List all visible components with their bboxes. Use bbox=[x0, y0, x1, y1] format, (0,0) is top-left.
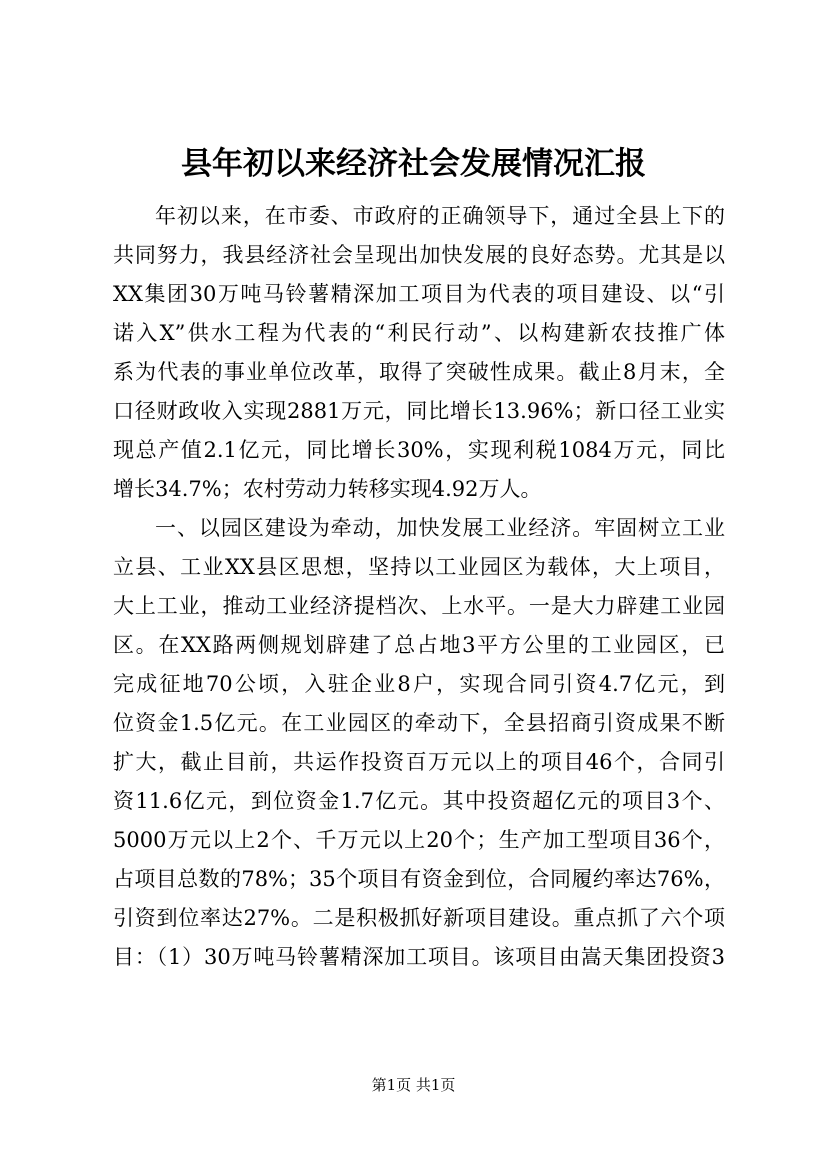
paragraph-line: 年初以来，在市委、市政府的正确领导下，通过全县上下的 bbox=[155, 204, 725, 228]
paragraph-line: 立县、工业XX县区思想，坚持以工业园区为载体，大上项目， bbox=[113, 555, 725, 579]
paragraph-line: 占项目总数的78%；35个项目有资金到位，合同履约率达76%， bbox=[113, 867, 725, 891]
paragraph-line: 目：（1）30万吨马铃薯精深加工项目。该项目由嵩天集团投资3 bbox=[113, 945, 725, 969]
paragraph-line: 诺入X”供水工程为代表的“利民行动”、以构建新农技推广体 bbox=[113, 321, 725, 345]
paragraph-line: 扩大，截止目前，共运作投资百万元以上的项目46个，合同引 bbox=[113, 750, 725, 774]
paragraph-line: 大上工业，推动工业经济提档次、上水平。一是大力辟建工业园 bbox=[113, 594, 725, 618]
paragraph-line: 系为代表的事业单位改革，取得了突破性成果。截止8月末，全 bbox=[113, 360, 725, 384]
paragraph-line: 增长34.7%；农村劳动力转移实现4.92万人。 bbox=[113, 477, 542, 501]
paragraph-line: 位资金1.5亿元。在工业园区的牵动下，全县招商引资成果不断 bbox=[113, 711, 725, 735]
paragraph-line: XX集团30万吨马铃薯精深加工项目为代表的项目建设、以“引 bbox=[113, 282, 725, 306]
paragraph-line: 资11.6亿元，到位资金1.7亿元。其中投资超亿元的项目3个、 bbox=[113, 789, 725, 813]
paragraph-line: 一、以园区建设为牵动，加快发展工业经济。牢固树立工业 bbox=[155, 516, 725, 540]
paragraph-line: 现总产值2.1亿元，同比增长30%，实现利税1084万元，同比 bbox=[113, 438, 725, 462]
paragraph-line: 完成征地70公顷，入驻企业8户，实现合同引资4.7亿元，到 bbox=[113, 672, 725, 696]
paragraph-line: 区。在XX路两侧规划辟建了总占地3平方公里的工业园区，已 bbox=[113, 633, 725, 657]
paragraph-line: 口径财政收入实现2881万元，同比增长13.96%；新口径工业实 bbox=[113, 399, 725, 423]
document-title: 县年初以来经济社会发展情况汇报 bbox=[181, 146, 646, 182]
paragraph-line: 引资到位率达27%。二是积极抓好新项目建设。重点抓了六个项 bbox=[113, 906, 725, 930]
paragraph-line: 共同努力，我县经济社会呈现出加快发展的良好态势。尤其是以 bbox=[113, 243, 725, 267]
document-body bbox=[113, 197, 725, 977]
paragraph-line: 5000万元以上2个、千万元以上20个；生产加工型项目36个， bbox=[113, 828, 725, 852]
page-number-footer: 第1页 共1页 bbox=[371, 1076, 456, 1094]
